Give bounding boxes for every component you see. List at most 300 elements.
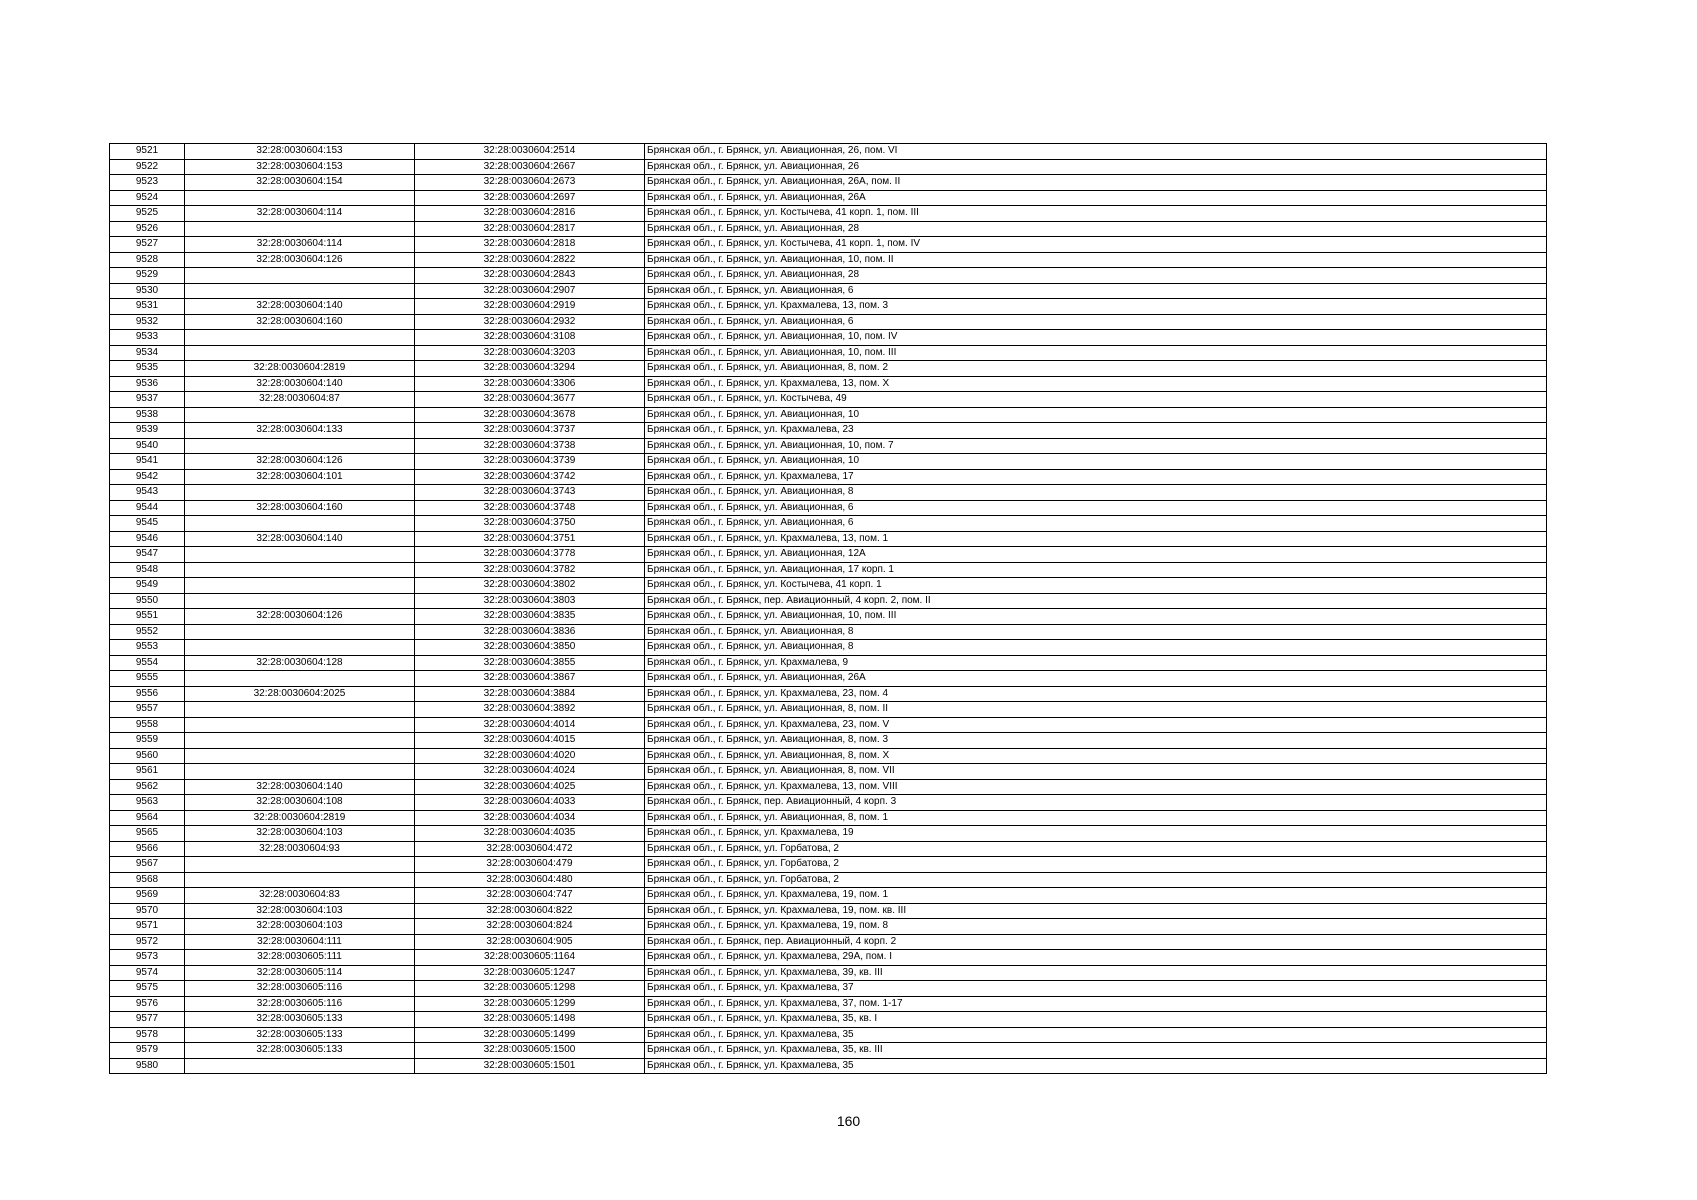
land-cadastral-number-cell: 32:28:0030604:153 xyxy=(185,144,415,160)
land-cadastral-number-cell: 32:28:0030604:93 xyxy=(185,841,415,857)
object-cadastral-number-cell: 32:28:0030604:4034 xyxy=(415,810,645,826)
table-row xyxy=(110,950,1547,966)
row-number-cell: 9561 xyxy=(110,764,185,780)
table-row xyxy=(110,872,1547,888)
row-number-cell: 9578 xyxy=(110,1027,185,1043)
address-cell: Брянская обл., г. Брянск, пер. Авиационный, 4 корп. 3 xyxy=(645,795,1547,811)
address-cell: Брянская обл., г. Брянск, ул. Крахмалева, 37 xyxy=(645,981,1547,997)
table-row xyxy=(110,733,1547,749)
page-number: 160 xyxy=(836,1113,861,1129)
row-number-cell: 9539 xyxy=(110,423,185,439)
land-cadastral-number-cell: 32:28:0030604:126 xyxy=(185,609,415,625)
land-cadastral-number-cell: 32:28:0030604:114 xyxy=(185,206,415,222)
address-cell: Брянская обл., г. Брянск, ул. Крахмалева, 35 xyxy=(645,1027,1547,1043)
land-cadastral-number-cell: 32:28:0030605:116 xyxy=(185,996,415,1012)
row-number-cell: 9569 xyxy=(110,888,185,904)
address-cell: Брянская обл., г. Брянск, ул. Крахмалева, 29А, пом. I xyxy=(645,950,1547,966)
table-row xyxy=(110,748,1547,764)
row-number-cell: 9545 xyxy=(110,516,185,532)
object-cadastral-number-cell: 32:28:0030604:905 xyxy=(415,934,645,950)
address-cell: Брянская обл., г. Брянск, ул. Авиационная, 10, пом. 7 xyxy=(645,438,1547,454)
object-cadastral-number-cell: 32:28:0030604:3884 xyxy=(415,686,645,702)
land-cadastral-number-cell xyxy=(185,407,415,423)
row-number-cell: 9532 xyxy=(110,314,185,330)
table-row xyxy=(110,981,1547,997)
table-row xyxy=(110,361,1547,377)
table-row xyxy=(110,1027,1547,1043)
land-cadastral-number-cell xyxy=(185,438,415,454)
table-row xyxy=(110,423,1547,439)
address-cell: Брянская обл., г. Брянск, ул. Крахмалева, 35, кв. I xyxy=(645,1012,1547,1028)
object-cadastral-number-cell: 32:28:0030604:3855 xyxy=(415,655,645,671)
table-row xyxy=(110,888,1547,904)
address-cell: Брянская обл., г. Брянск, ул. Авиационная, 6 xyxy=(645,500,1547,516)
land-cadastral-number-cell xyxy=(185,268,415,284)
object-cadastral-number-cell: 32:28:0030604:3802 xyxy=(415,578,645,594)
row-number-cell: 9536 xyxy=(110,376,185,392)
table-row xyxy=(110,237,1547,253)
address-cell: Брянская обл., г. Брянск, ул. Авиационная, 26 xyxy=(645,159,1547,175)
land-cadastral-number-cell: 32:28:0030604:111 xyxy=(185,934,415,950)
object-cadastral-number-cell: 32:28:0030604:747 xyxy=(415,888,645,904)
object-cadastral-number-cell: 32:28:0030604:3850 xyxy=(415,640,645,656)
row-number-cell: 9554 xyxy=(110,655,185,671)
address-cell: Брянская обл., г. Брянск, ул. Крахмалева, 13, пом. 1 xyxy=(645,531,1547,547)
row-number-cell: 9572 xyxy=(110,934,185,950)
address-cell: Брянская обл., г. Брянск, ул. Авиационная, 8, пом. II xyxy=(645,702,1547,718)
land-cadastral-number-cell: 32:28:0030604:140 xyxy=(185,531,415,547)
table-row xyxy=(110,965,1547,981)
land-cadastral-number-cell xyxy=(185,1058,415,1074)
object-cadastral-number-cell: 32:28:0030605:1247 xyxy=(415,965,645,981)
table-row xyxy=(110,717,1547,733)
table-row xyxy=(110,330,1547,346)
object-cadastral-number-cell: 32:28:0030604:4025 xyxy=(415,779,645,795)
address-cell: Брянская обл., г. Брянск, ул. Крахмалева, 23, пом. V xyxy=(645,717,1547,733)
row-number-cell: 9566 xyxy=(110,841,185,857)
address-cell: Брянская обл., г. Брянск, ул. Крахмалева, 19, пом. 1 xyxy=(645,888,1547,904)
object-cadastral-number-cell: 32:28:0030604:2932 xyxy=(415,314,645,330)
object-cadastral-number-cell: 32:28:0030604:3892 xyxy=(415,702,645,718)
row-number-cell: 9573 xyxy=(110,950,185,966)
address-cell: Брянская обл., г. Брянск, ул. Крахмалева, 13, пом. 3 xyxy=(645,299,1547,315)
table-row xyxy=(110,206,1547,222)
object-cadastral-number-cell: 32:28:0030604:2697 xyxy=(415,190,645,206)
address-cell: Брянская обл., г. Брянск, ул. Авиационная, 8, пом. 2 xyxy=(645,361,1547,377)
object-cadastral-number-cell: 32:28:0030604:3108 xyxy=(415,330,645,346)
object-cadastral-number-cell: 32:28:0030605:1299 xyxy=(415,996,645,1012)
row-number-cell: 9567 xyxy=(110,857,185,873)
row-number-cell: 9546 xyxy=(110,531,185,547)
land-cadastral-number-cell: 32:28:0030604:133 xyxy=(185,423,415,439)
address-cell: Брянская обл., г. Брянск, ул. Костычева, 41 корп. 1 xyxy=(645,578,1547,594)
row-number-cell: 9563 xyxy=(110,795,185,811)
address-cell: Брянская обл., г. Брянск, ул. Авиационная, 26А xyxy=(645,671,1547,687)
table-row xyxy=(110,578,1547,594)
land-cadastral-number-cell xyxy=(185,872,415,888)
row-number-cell: 9555 xyxy=(110,671,185,687)
object-cadastral-number-cell: 32:28:0030605:1164 xyxy=(415,950,645,966)
table-row xyxy=(110,144,1547,160)
table-row xyxy=(110,919,1547,935)
table-row xyxy=(110,392,1547,408)
land-cadastral-number-cell xyxy=(185,485,415,501)
land-cadastral-number-cell xyxy=(185,345,415,361)
table-row xyxy=(110,562,1547,578)
object-cadastral-number-cell: 32:28:0030604:824 xyxy=(415,919,645,935)
object-cadastral-number-cell: 32:28:0030604:2818 xyxy=(415,237,645,253)
table-row xyxy=(110,175,1547,191)
land-cadastral-number-cell xyxy=(185,190,415,206)
table-row xyxy=(110,671,1547,687)
land-cadastral-number-cell: 32:28:0030604:126 xyxy=(185,454,415,470)
row-number-cell: 9564 xyxy=(110,810,185,826)
row-number-cell: 9565 xyxy=(110,826,185,842)
row-number-cell: 9533 xyxy=(110,330,185,346)
object-cadastral-number-cell: 32:28:0030604:3737 xyxy=(415,423,645,439)
land-cadastral-number-cell: 32:28:0030604:140 xyxy=(185,376,415,392)
row-number-cell: 9526 xyxy=(110,221,185,237)
object-cadastral-number-cell: 32:28:0030604:2673 xyxy=(415,175,645,191)
address-cell: Брянская обл., г. Брянск, ул. Авиационная, 6 xyxy=(645,314,1547,330)
address-cell: Брянская обл., г. Брянск, ул. Авиационная, 8, пом. X xyxy=(645,748,1547,764)
object-cadastral-number-cell: 32:28:0030604:3836 xyxy=(415,624,645,640)
object-cadastral-number-cell: 32:28:0030604:4015 xyxy=(415,733,645,749)
row-number-cell: 9531 xyxy=(110,299,185,315)
object-cadastral-number-cell: 32:28:0030605:1500 xyxy=(415,1043,645,1059)
object-cadastral-number-cell: 32:28:0030604:4033 xyxy=(415,795,645,811)
land-cadastral-number-cell: 32:28:0030604:126 xyxy=(185,252,415,268)
address-cell: Брянская обл., г. Брянск, ул. Авиационная, 10, пом. III xyxy=(645,609,1547,625)
object-cadastral-number-cell: 32:28:0030604:3750 xyxy=(415,516,645,532)
row-number-cell: 9577 xyxy=(110,1012,185,1028)
object-cadastral-number-cell: 32:28:0030604:3738 xyxy=(415,438,645,454)
land-cadastral-number-cell: 32:28:0030604:160 xyxy=(185,500,415,516)
object-cadastral-number-cell: 32:28:0030604:3306 xyxy=(415,376,645,392)
address-cell: Брянская обл., г. Брянск, ул. Авиационная, 12А xyxy=(645,547,1547,563)
address-cell: Брянская обл., г. Брянск, пер. Авиационный, 4 корп. 2, пом. II xyxy=(645,593,1547,609)
land-cadastral-number-cell: 32:28:0030604:87 xyxy=(185,392,415,408)
table-row xyxy=(110,190,1547,206)
address-cell: Брянская обл., г. Брянск, ул. Костычева, 41 корп. 1, пом. IV xyxy=(645,237,1547,253)
row-number-cell: 9558 xyxy=(110,717,185,733)
object-cadastral-number-cell: 32:28:0030604:3677 xyxy=(415,392,645,408)
address-cell: Брянская обл., г. Брянск, ул. Авиационная, 28 xyxy=(645,221,1547,237)
row-number-cell: 9534 xyxy=(110,345,185,361)
address-cell: Брянская обл., г. Брянск, ул. Крахмалева, 39, кв. III xyxy=(645,965,1547,981)
land-cadastral-number-cell xyxy=(185,671,415,687)
land-cadastral-number-cell xyxy=(185,330,415,346)
address-cell: Брянская обл., г. Брянск, ул. Авиационная, 8, пом. VII xyxy=(645,764,1547,780)
land-cadastral-number-cell xyxy=(185,764,415,780)
table-row xyxy=(110,826,1547,842)
land-cadastral-number-cell: 32:28:0030604:160 xyxy=(185,314,415,330)
object-cadastral-number-cell: 32:28:0030604:479 xyxy=(415,857,645,873)
address-cell: Брянская обл., г. Брянск, ул. Авиационная, 8, пом. 1 xyxy=(645,810,1547,826)
address-cell: Брянская обл., г. Брянск, ул. Авиационная, 6 xyxy=(645,516,1547,532)
address-cell: Брянская обл., г. Брянск, ул. Крахмалева, 19, пом. кв. III xyxy=(645,903,1547,919)
object-cadastral-number-cell: 32:28:0030604:3203 xyxy=(415,345,645,361)
table-row xyxy=(110,299,1547,315)
row-number-cell: 9535 xyxy=(110,361,185,377)
row-number-cell: 9528 xyxy=(110,252,185,268)
land-cadastral-number-cell: 32:28:0030605:111 xyxy=(185,950,415,966)
land-cadastral-number-cell: 32:28:0030604:154 xyxy=(185,175,415,191)
land-cadastral-number-cell xyxy=(185,733,415,749)
row-number-cell: 9542 xyxy=(110,469,185,485)
address-cell: Брянская обл., г. Брянск, ул. Авиационная, 17 корп. 1 xyxy=(645,562,1547,578)
row-number-cell: 9575 xyxy=(110,981,185,997)
table-row xyxy=(110,516,1547,532)
land-cadastral-number-cell: 32:28:0030604:140 xyxy=(185,299,415,315)
land-cadastral-number-cell: 32:28:0030604:114 xyxy=(185,237,415,253)
row-number-cell: 9576 xyxy=(110,996,185,1012)
address-cell: Брянская обл., г. Брянск, ул. Горбатова, 2 xyxy=(645,872,1547,888)
address-cell: Брянская обл., г. Брянск, ул. Горбатова, 2 xyxy=(645,857,1547,873)
land-cadastral-number-cell: 32:28:0030605:133 xyxy=(185,1027,415,1043)
land-cadastral-number-cell: 32:28:0030604:83 xyxy=(185,888,415,904)
address-cell: Брянская обл., г. Брянск, ул. Крахмалева, 13, пом. VIII xyxy=(645,779,1547,795)
table-row xyxy=(110,159,1547,175)
table-row xyxy=(110,903,1547,919)
land-cadastral-number-cell xyxy=(185,640,415,656)
object-cadastral-number-cell: 32:28:0030604:3751 xyxy=(415,531,645,547)
row-number-cell: 9548 xyxy=(110,562,185,578)
land-cadastral-number-cell: 32:28:0030604:2819 xyxy=(185,810,415,826)
table-row xyxy=(110,996,1547,1012)
row-number-cell: 9579 xyxy=(110,1043,185,1059)
address-cell: Брянская обл., г. Брянск, ул. Крахмалева, 19 xyxy=(645,826,1547,842)
address-cell: Брянская обл., г. Брянск, ул. Крахмалева, 19, пом. 8 xyxy=(645,919,1547,935)
row-number-cell: 9571 xyxy=(110,919,185,935)
row-number-cell: 9560 xyxy=(110,748,185,764)
table-row xyxy=(110,252,1547,268)
land-cadastral-number-cell: 32:28:0030605:133 xyxy=(185,1043,415,1059)
object-cadastral-number-cell: 32:28:0030604:2667 xyxy=(415,159,645,175)
table-row xyxy=(110,547,1547,563)
row-number-cell: 9529 xyxy=(110,268,185,284)
row-number-cell: 9574 xyxy=(110,965,185,981)
table-row xyxy=(110,283,1547,299)
table-row xyxy=(110,500,1547,516)
land-cadastral-number-cell xyxy=(185,547,415,563)
object-cadastral-number-cell: 32:28:0030605:1501 xyxy=(415,1058,645,1074)
table-row xyxy=(110,345,1547,361)
row-number-cell: 9530 xyxy=(110,283,185,299)
address-cell: Брянская обл., г. Брянск, ул. Костычева, 41 корп. 1, пом. III xyxy=(645,206,1547,222)
land-cadastral-number-cell xyxy=(185,578,415,594)
address-cell: Брянская обл., г. Брянск, ул. Крахмалева, 37, пом. 1-17 xyxy=(645,996,1547,1012)
land-cadastral-number-cell xyxy=(185,516,415,532)
row-number-cell: 9568 xyxy=(110,872,185,888)
object-cadastral-number-cell: 32:28:0030604:480 xyxy=(415,872,645,888)
land-cadastral-number-cell: 32:28:0030604:101 xyxy=(185,469,415,485)
table-row xyxy=(110,702,1547,718)
table-row xyxy=(110,841,1547,857)
row-number-cell: 9540 xyxy=(110,438,185,454)
object-cadastral-number-cell: 32:28:0030604:2919 xyxy=(415,299,645,315)
table-row xyxy=(110,764,1547,780)
address-cell: Брянская обл., г. Брянск, ул. Крахмалева, 35 xyxy=(645,1058,1547,1074)
row-number-cell: 9538 xyxy=(110,407,185,423)
row-number-cell: 9570 xyxy=(110,903,185,919)
land-cadastral-number-cell: 32:28:0030604:153 xyxy=(185,159,415,175)
address-cell: Брянская обл., г. Брянск, ул. Авиационная, 26А, пом. II xyxy=(645,175,1547,191)
address-cell: Брянская обл., г. Брянск, ул. Крахмалева, 13, пом. X xyxy=(645,376,1547,392)
object-cadastral-number-cell: 32:28:0030604:2816 xyxy=(415,206,645,222)
address-cell: Брянская обл., г. Брянск, ул. Авиационная, 6 xyxy=(645,283,1547,299)
row-number-cell: 9549 xyxy=(110,578,185,594)
table-row xyxy=(110,655,1547,671)
address-cell: Брянская обл., г. Брянск, ул. Авиационная, 10 xyxy=(645,407,1547,423)
object-cadastral-number-cell: 32:28:0030604:3782 xyxy=(415,562,645,578)
address-cell: Брянская обл., г. Брянск, ул. Горбатова, 2 xyxy=(645,841,1547,857)
table-row xyxy=(110,779,1547,795)
object-cadastral-number-cell: 32:28:0030604:822 xyxy=(415,903,645,919)
object-cadastral-number-cell: 32:28:0030604:4020 xyxy=(415,748,645,764)
row-number-cell: 9522 xyxy=(110,159,185,175)
table-row xyxy=(110,795,1547,811)
table-row xyxy=(110,485,1547,501)
object-cadastral-number-cell: 32:28:0030604:3739 xyxy=(415,454,645,470)
table-row xyxy=(110,1043,1547,1059)
land-cadastral-number-cell xyxy=(185,748,415,764)
row-number-cell: 9541 xyxy=(110,454,185,470)
object-cadastral-number-cell: 32:28:0030605:1498 xyxy=(415,1012,645,1028)
row-number-cell: 9551 xyxy=(110,609,185,625)
land-cadastral-number-cell xyxy=(185,593,415,609)
land-cadastral-number-cell: 32:28:0030604:103 xyxy=(185,919,415,935)
table-row xyxy=(110,609,1547,625)
table-row xyxy=(110,407,1547,423)
row-number-cell: 9550 xyxy=(110,593,185,609)
land-cadastral-number-cell: 32:28:0030604:103 xyxy=(185,903,415,919)
table-row xyxy=(110,624,1547,640)
row-number-cell: 9556 xyxy=(110,686,185,702)
row-number-cell: 9524 xyxy=(110,190,185,206)
land-cadastral-number-cell: 32:28:0030604:128 xyxy=(185,655,415,671)
address-cell: Брянская обл., г. Брянск, ул. Авиационная, 26А xyxy=(645,190,1547,206)
address-cell: Брянская обл., г. Брянск, ул. Крахмалева, 23, пом. 4 xyxy=(645,686,1547,702)
object-cadastral-number-cell: 32:28:0030604:3835 xyxy=(415,609,645,625)
table-row xyxy=(110,221,1547,237)
object-cadastral-number-cell: 32:28:0030604:3778 xyxy=(415,547,645,563)
object-cadastral-number-cell: 32:28:0030604:3294 xyxy=(415,361,645,377)
land-cadastral-number-cell: 32:28:0030605:116 xyxy=(185,981,415,997)
row-number-cell: 9543 xyxy=(110,485,185,501)
object-cadastral-number-cell: 32:28:0030604:2843 xyxy=(415,268,645,284)
row-number-cell: 9544 xyxy=(110,500,185,516)
address-cell: Брянская обл., г. Брянск, ул. Крахмалева, 17 xyxy=(645,469,1547,485)
land-cadastral-number-cell: 32:28:0030605:133 xyxy=(185,1012,415,1028)
object-cadastral-number-cell: 32:28:0030604:2514 xyxy=(415,144,645,160)
land-cadastral-number-cell: 32:28:0030604:103 xyxy=(185,826,415,842)
object-cadastral-number-cell: 32:28:0030605:1298 xyxy=(415,981,645,997)
table-row xyxy=(110,314,1547,330)
object-cadastral-number-cell: 32:28:0030604:3742 xyxy=(415,469,645,485)
row-number-cell: 9580 xyxy=(110,1058,185,1074)
row-number-cell: 9547 xyxy=(110,547,185,563)
registry-table-body xyxy=(110,144,1547,1074)
table-row xyxy=(110,469,1547,485)
land-cadastral-number-cell xyxy=(185,717,415,733)
land-cadastral-number-cell: 32:28:0030605:114 xyxy=(185,965,415,981)
object-cadastral-number-cell: 32:28:0030604:4035 xyxy=(415,826,645,842)
object-cadastral-number-cell: 32:28:0030604:2817 xyxy=(415,221,645,237)
address-cell: Брянская обл., г. Брянск, ул. Авиационная, 10, пом. III xyxy=(645,345,1547,361)
table-row xyxy=(110,438,1547,454)
address-cell: Брянская обл., г. Брянск, ул. Крахмалева, 9 xyxy=(645,655,1547,671)
address-cell: Брянская обл., г. Брянск, ул. Авиационная, 8 xyxy=(645,624,1547,640)
object-cadastral-number-cell: 32:28:0030604:2822 xyxy=(415,252,645,268)
object-cadastral-number-cell: 32:28:0030604:2907 xyxy=(415,283,645,299)
row-number-cell: 9557 xyxy=(110,702,185,718)
land-cadastral-number-cell xyxy=(185,283,415,299)
address-cell: Брянская обл., г. Брянск, ул. Авиационная, 10, пом. IV xyxy=(645,330,1547,346)
address-cell: Брянская обл., г. Брянск, ул. Крахмалева, 35, кв. III xyxy=(645,1043,1547,1059)
row-number-cell: 9553 xyxy=(110,640,185,656)
row-number-cell: 9552 xyxy=(110,624,185,640)
object-cadastral-number-cell: 32:28:0030604:3743 xyxy=(415,485,645,501)
table-row xyxy=(110,810,1547,826)
object-cadastral-number-cell: 32:28:0030605:1499 xyxy=(415,1027,645,1043)
object-cadastral-number-cell: 32:28:0030604:3748 xyxy=(415,500,645,516)
address-cell: Брянская обл., г. Брянск, ул. Костычева, 49 xyxy=(645,392,1547,408)
registry-table xyxy=(109,143,1547,1074)
address-cell: Брянская обл., г. Брянск, пер. Авиационный, 4 корп. 2 xyxy=(645,934,1547,950)
row-number-cell: 9527 xyxy=(110,237,185,253)
land-cadastral-number-cell xyxy=(185,221,415,237)
table-row xyxy=(110,1058,1547,1074)
land-cadastral-number-cell xyxy=(185,562,415,578)
table-row xyxy=(110,640,1547,656)
table-row xyxy=(110,593,1547,609)
land-cadastral-number-cell xyxy=(185,702,415,718)
object-cadastral-number-cell: 32:28:0030604:4024 xyxy=(415,764,645,780)
row-number-cell: 9562 xyxy=(110,779,185,795)
land-cadastral-number-cell xyxy=(185,857,415,873)
address-cell: Брянская обл., г. Брянск, ул. Авиационная, 26, пом. VI xyxy=(645,144,1547,160)
row-number-cell: 9523 xyxy=(110,175,185,191)
table-row xyxy=(110,376,1547,392)
address-cell: Брянская обл., г. Брянск, ул. Авиационная, 10 xyxy=(645,454,1547,470)
address-cell: Брянская обл., г. Брянск, ул. Крахмалева, 23 xyxy=(645,423,1547,439)
table-row xyxy=(110,1012,1547,1028)
row-number-cell: 9559 xyxy=(110,733,185,749)
object-cadastral-number-cell: 32:28:0030604:3678 xyxy=(415,407,645,423)
table-row xyxy=(110,857,1547,873)
address-cell: Брянская обл., г. Брянск, ул. Авиационная, 10, пом. II xyxy=(645,252,1547,268)
table-row xyxy=(110,686,1547,702)
table-row xyxy=(110,531,1547,547)
land-cadastral-number-cell: 32:28:0030604:2025 xyxy=(185,686,415,702)
object-cadastral-number-cell: 32:28:0030604:3867 xyxy=(415,671,645,687)
object-cadastral-number-cell: 32:28:0030604:472 xyxy=(415,841,645,857)
address-cell: Брянская обл., г. Брянск, ул. Авиационная, 8 xyxy=(645,485,1547,501)
row-number-cell: 9521 xyxy=(110,144,185,160)
table-row xyxy=(110,934,1547,950)
land-cadastral-number-cell: 32:28:0030604:108 xyxy=(185,795,415,811)
row-number-cell: 9525 xyxy=(110,206,185,222)
object-cadastral-number-cell: 32:28:0030604:3803 xyxy=(415,593,645,609)
object-cadastral-number-cell: 32:28:0030604:4014 xyxy=(415,717,645,733)
land-cadastral-number-cell xyxy=(185,624,415,640)
land-cadastral-number-cell: 32:28:0030604:2819 xyxy=(185,361,415,377)
table-row xyxy=(110,454,1547,470)
address-cell: Брянская обл., г. Брянск, ул. Авиационная, 28 xyxy=(645,268,1547,284)
table-row xyxy=(110,268,1547,284)
address-cell: Брянская обл., г. Брянск, ул. Авиационная, 8 xyxy=(645,640,1547,656)
